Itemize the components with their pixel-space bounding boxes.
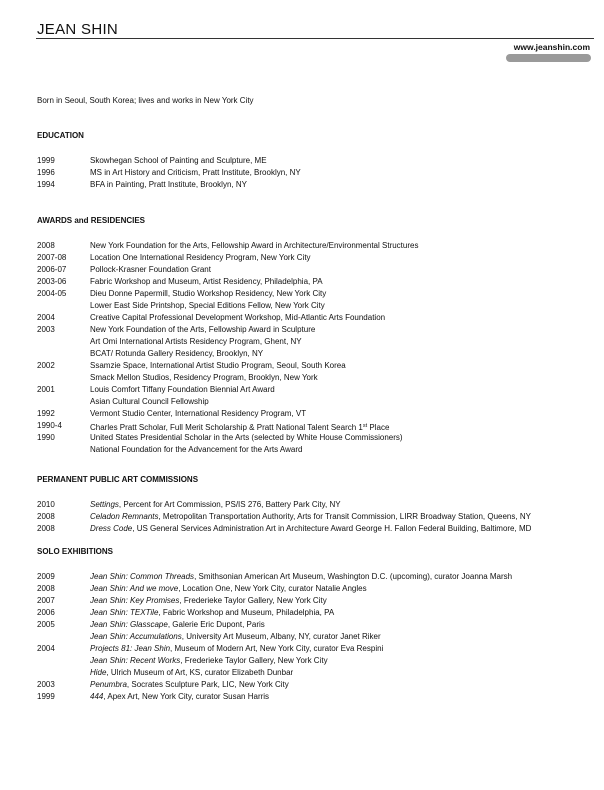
entry-detail: , Galerie Eric Dupont, Paris	[167, 620, 265, 629]
entry-year: 1990	[37, 433, 55, 442]
entry-text	[90, 643, 383, 655]
entry-year: 1999	[37, 692, 55, 701]
entry-text	[90, 384, 275, 396]
entry-title: Celadon Remnants	[90, 512, 159, 521]
entry-superscript: st	[362, 423, 368, 429]
entry-detail: , Fabric Workshop and Museum, Philadelphia, PA	[158, 608, 335, 617]
entry-year: 1994	[37, 180, 55, 189]
education-entry	[37, 179, 597, 191]
awards-entry	[37, 240, 597, 252]
solo-entry	[37, 643, 597, 655]
entry-text	[90, 595, 327, 607]
entry-text	[90, 583, 367, 595]
entry-text	[90, 324, 315, 336]
awards-entry	[37, 324, 597, 336]
entry-title: Penumbra	[90, 680, 127, 689]
awards-entry	[37, 360, 597, 372]
entry-year: 1999	[37, 156, 55, 165]
entry-text	[90, 179, 247, 191]
entry-text	[90, 372, 318, 384]
entry-detail: , Location One, New York City, curator Natalie Angles	[178, 584, 367, 593]
awards-entry	[37, 252, 597, 264]
entry-detail: Ssamzie Space, International Artist Studio Program, Seoul, South Korea	[90, 361, 346, 370]
solo-entry	[37, 667, 597, 679]
solo-list	[37, 571, 597, 703]
header-bar	[506, 54, 591, 62]
entry-title: Jean Shin: And we move	[90, 584, 179, 593]
entry-year	[37, 655, 90, 667]
entry-year: 2003-06	[37, 277, 67, 286]
artist-name: JEAN SHIN	[37, 21, 119, 38]
entry-year: 2008	[37, 512, 55, 521]
entry-year: 2005	[37, 620, 55, 629]
entry-title: Hide	[90, 668, 107, 677]
awards-entry	[37, 276, 597, 288]
entry-detail: , Metropolitan Transportation Authority, Arts for Transit Commission, LIRR Broadway Station, Queens, NY	[158, 512, 531, 521]
entry-year	[37, 396, 90, 408]
entry-year: 2006	[37, 608, 55, 617]
education-entry	[37, 167, 597, 179]
solo-entry	[37, 595, 597, 607]
solo-section	[37, 546, 597, 703]
entry-detail: MS in Art History and Criticism, Pratt Institute, Brooklyn, NY	[90, 168, 301, 177]
commissions-entry	[37, 511, 597, 523]
entry-text	[90, 336, 302, 348]
entry-detail: , US General Services Administration Art in Architecture Award George H. Fallon Federal Building, Baltimore, MD	[132, 524, 532, 533]
entry-detail: Asian Cultural Council Fellowship	[90, 397, 209, 406]
awards-entry	[37, 264, 597, 276]
entry-detail: Smack Mellon Studios, Residency Program, Brooklyn, New York	[90, 373, 318, 382]
commissions-list	[37, 499, 597, 535]
entry-title: Jean Shin: Common Threads	[90, 572, 195, 581]
bio-text: Born in Seoul, South Korea; lives and works in New York City	[37, 96, 254, 105]
education-section	[37, 130, 597, 191]
entry-detail: , Frederieke Taylor Gallery, New York City	[180, 656, 328, 665]
entry-year: 2010	[37, 500, 55, 509]
entry-title: Dress Code	[90, 524, 133, 533]
awards-entry	[37, 372, 597, 384]
entry-text	[90, 348, 263, 360]
website-link[interactable]: www.jeanshin.com	[513, 42, 590, 52]
entry-text	[90, 167, 301, 179]
entry-detail-after: Place	[367, 423, 390, 432]
awards-entry	[37, 336, 597, 348]
entry-title: Jean Shin: TEXTile	[90, 608, 159, 617]
solo-entry	[37, 691, 597, 703]
entry-title: 444	[90, 692, 104, 701]
entry-title: Jean Shin: Accumulations	[90, 632, 182, 641]
entry-text	[90, 408, 306, 420]
entry-detail: Location One International Residency Program, New York City	[90, 253, 311, 262]
entry-year: 2002	[37, 361, 55, 370]
awards-entry	[37, 348, 597, 360]
awards-entry	[37, 300, 597, 312]
solo-entry	[37, 631, 597, 643]
entry-year	[37, 336, 90, 348]
awards-list	[37, 240, 597, 456]
education-title: EDUCATION	[37, 131, 84, 140]
entry-text	[90, 432, 403, 444]
entry-detail: , Frederieke Taylor Gallery, New York City	[179, 596, 327, 605]
entry-text	[90, 252, 311, 264]
entry-text	[90, 655, 328, 667]
entry-year: 2004-05	[37, 289, 67, 298]
entry-text	[90, 667, 293, 679]
entry-text	[90, 631, 381, 643]
awards-entry	[37, 432, 597, 444]
entry-title: Settings	[90, 500, 119, 509]
commissions-title: PERMANENT PUBLIC ART COMMISSIONS	[37, 475, 199, 484]
entry-text	[90, 396, 209, 408]
awards-section	[37, 215, 597, 456]
header-rule	[36, 38, 594, 39]
entry-year	[37, 372, 90, 384]
entry-title: Jean Shin: Key Promises	[90, 596, 180, 605]
entry-year: 2007-08	[37, 253, 67, 262]
solo-entry	[37, 571, 597, 583]
entry-detail: Art Omi International Artists Residency Program, Ghent, NY	[90, 337, 302, 346]
entry-year	[37, 631, 90, 643]
commissions-entry	[37, 523, 597, 535]
solo-entry	[37, 655, 597, 667]
entry-year: 2004	[37, 644, 55, 653]
entry-text	[90, 312, 385, 324]
entry-year: 1996	[37, 168, 55, 177]
entry-title: Projects 81: Jean Shin	[90, 644, 171, 653]
awards-entry	[37, 444, 597, 456]
entry-text	[90, 499, 341, 511]
entry-detail: Lower East Side Printshop, Special Editions Fellow, New York City	[90, 301, 325, 310]
entry-detail: , Socrates Sculpture Park, LIC, New York City	[126, 680, 289, 689]
entry-detail: , Ulrich Museum of Art, KS, curator Elizabeth Dunbar	[106, 668, 294, 677]
entry-detail: Louis Comfort Tiffany Foundation Biennial Art Award	[90, 385, 275, 394]
entry-detail: United States Presidential Scholar in the Arts (selected by White House Commissioners)	[90, 433, 403, 442]
entry-text	[90, 360, 346, 372]
entry-text	[90, 523, 531, 535]
entry-text	[90, 607, 334, 619]
entry-text	[90, 691, 269, 703]
entry-detail: , Museum of Modern Art, New York City, curator Eva Respini	[170, 644, 384, 653]
awards-title: AWARDS and RESIDENCIES	[37, 216, 146, 225]
entry-detail: Creative Capital Professional Development Workshop, Mid-Atlantic Arts Foundation	[90, 313, 386, 322]
entry-detail: Vermont Studio Center, International Residency Program, VT	[90, 409, 307, 418]
entry-detail: New York Foundation for the Arts, Fellowship Award in Architecture/Environmental Structures	[90, 241, 419, 250]
entry-detail: Fabric Workshop and Museum, Artist Residency, Philadelphia, PA	[90, 277, 323, 286]
entry-year	[37, 667, 90, 679]
entry-detail: , Apex Art, New York City, curator Susan Harris	[103, 692, 270, 701]
entry-text	[90, 511, 531, 523]
entry-text	[90, 679, 289, 691]
entry-year: 2003	[37, 680, 55, 689]
solo-entry	[37, 619, 597, 631]
entry-detail: BCAT/ Rotunda Gallery Residency, Brooklyn, NY	[90, 349, 264, 358]
entry-text	[90, 420, 389, 432]
solo-entry	[37, 583, 597, 595]
awards-entry	[37, 408, 597, 420]
entry-detail: Dieu Donne Papermill, Studio Workshop Residency, New York City	[90, 289, 327, 298]
entry-detail: New York Foundation of the Arts, Fellowship Award in Sculpture	[90, 325, 316, 334]
entry-detail: Pollock-Krasner Foundation Grant	[90, 265, 211, 274]
entry-detail: , Percent for Art Commission, PS/IS 276, Battery Park City, NY	[118, 500, 341, 509]
entry-text	[90, 300, 325, 312]
entry-text	[90, 288, 326, 300]
awards-entry	[37, 288, 597, 300]
awards-entry	[37, 396, 597, 408]
entry-year	[37, 300, 90, 312]
awards-entry	[37, 312, 597, 324]
entry-year: 2004	[37, 313, 55, 322]
entry-year	[37, 348, 90, 360]
commissions-section	[37, 474, 597, 535]
entry-text	[90, 444, 302, 456]
entry-year: 2009	[37, 572, 55, 581]
solo-title: SOLO EXHIBITIONS	[37, 547, 114, 556]
entry-text	[90, 264, 211, 276]
entry-text	[90, 619, 265, 631]
entry-title: Jean Shin: Glasscape	[90, 620, 168, 629]
entry-year: 2001	[37, 385, 55, 394]
awards-entry	[37, 384, 597, 396]
entry-detail: Skowhegan School of Painting and Sculpture, ME	[90, 156, 267, 165]
solo-entry	[37, 679, 597, 691]
entry-detail: BFA in Painting, Pratt Institute, Brooklyn, NY	[90, 180, 247, 189]
entry-text	[90, 155, 267, 167]
entry-title: Jean Shin: Recent Works	[90, 656, 181, 665]
awards-entry	[37, 420, 597, 432]
entry-detail: , University Art Museum, Albany, NY, curator Janet Riker	[181, 632, 381, 641]
entry-year: 2008	[37, 241, 55, 250]
entry-text	[90, 276, 323, 288]
entry-year: 2008	[37, 524, 55, 533]
entry-text	[90, 571, 512, 583]
entry-year: 2007	[37, 596, 55, 605]
entry-year: 2003	[37, 325, 55, 334]
education-list	[37, 155, 597, 191]
solo-entry	[37, 607, 597, 619]
entry-text	[90, 240, 418, 252]
entry-year	[37, 444, 90, 456]
entry-detail: , Smithsonian American Art Museum, Washington D.C. (upcoming), curator Joanna Marsh	[194, 572, 513, 581]
entry-year: 2006-07	[37, 265, 67, 274]
entry-detail: National Foundation for the Advancement for the Arts Award	[90, 445, 303, 454]
entry-detail: Charles Pratt Scholar, Full Merit Scholarship & Pratt National Talent Search 1	[90, 423, 363, 432]
education-entry	[37, 155, 597, 167]
entry-year: 1992	[37, 409, 55, 418]
entry-year: 1990-4	[37, 421, 62, 430]
commissions-entry	[37, 499, 597, 511]
entry-year: 2008	[37, 584, 55, 593]
